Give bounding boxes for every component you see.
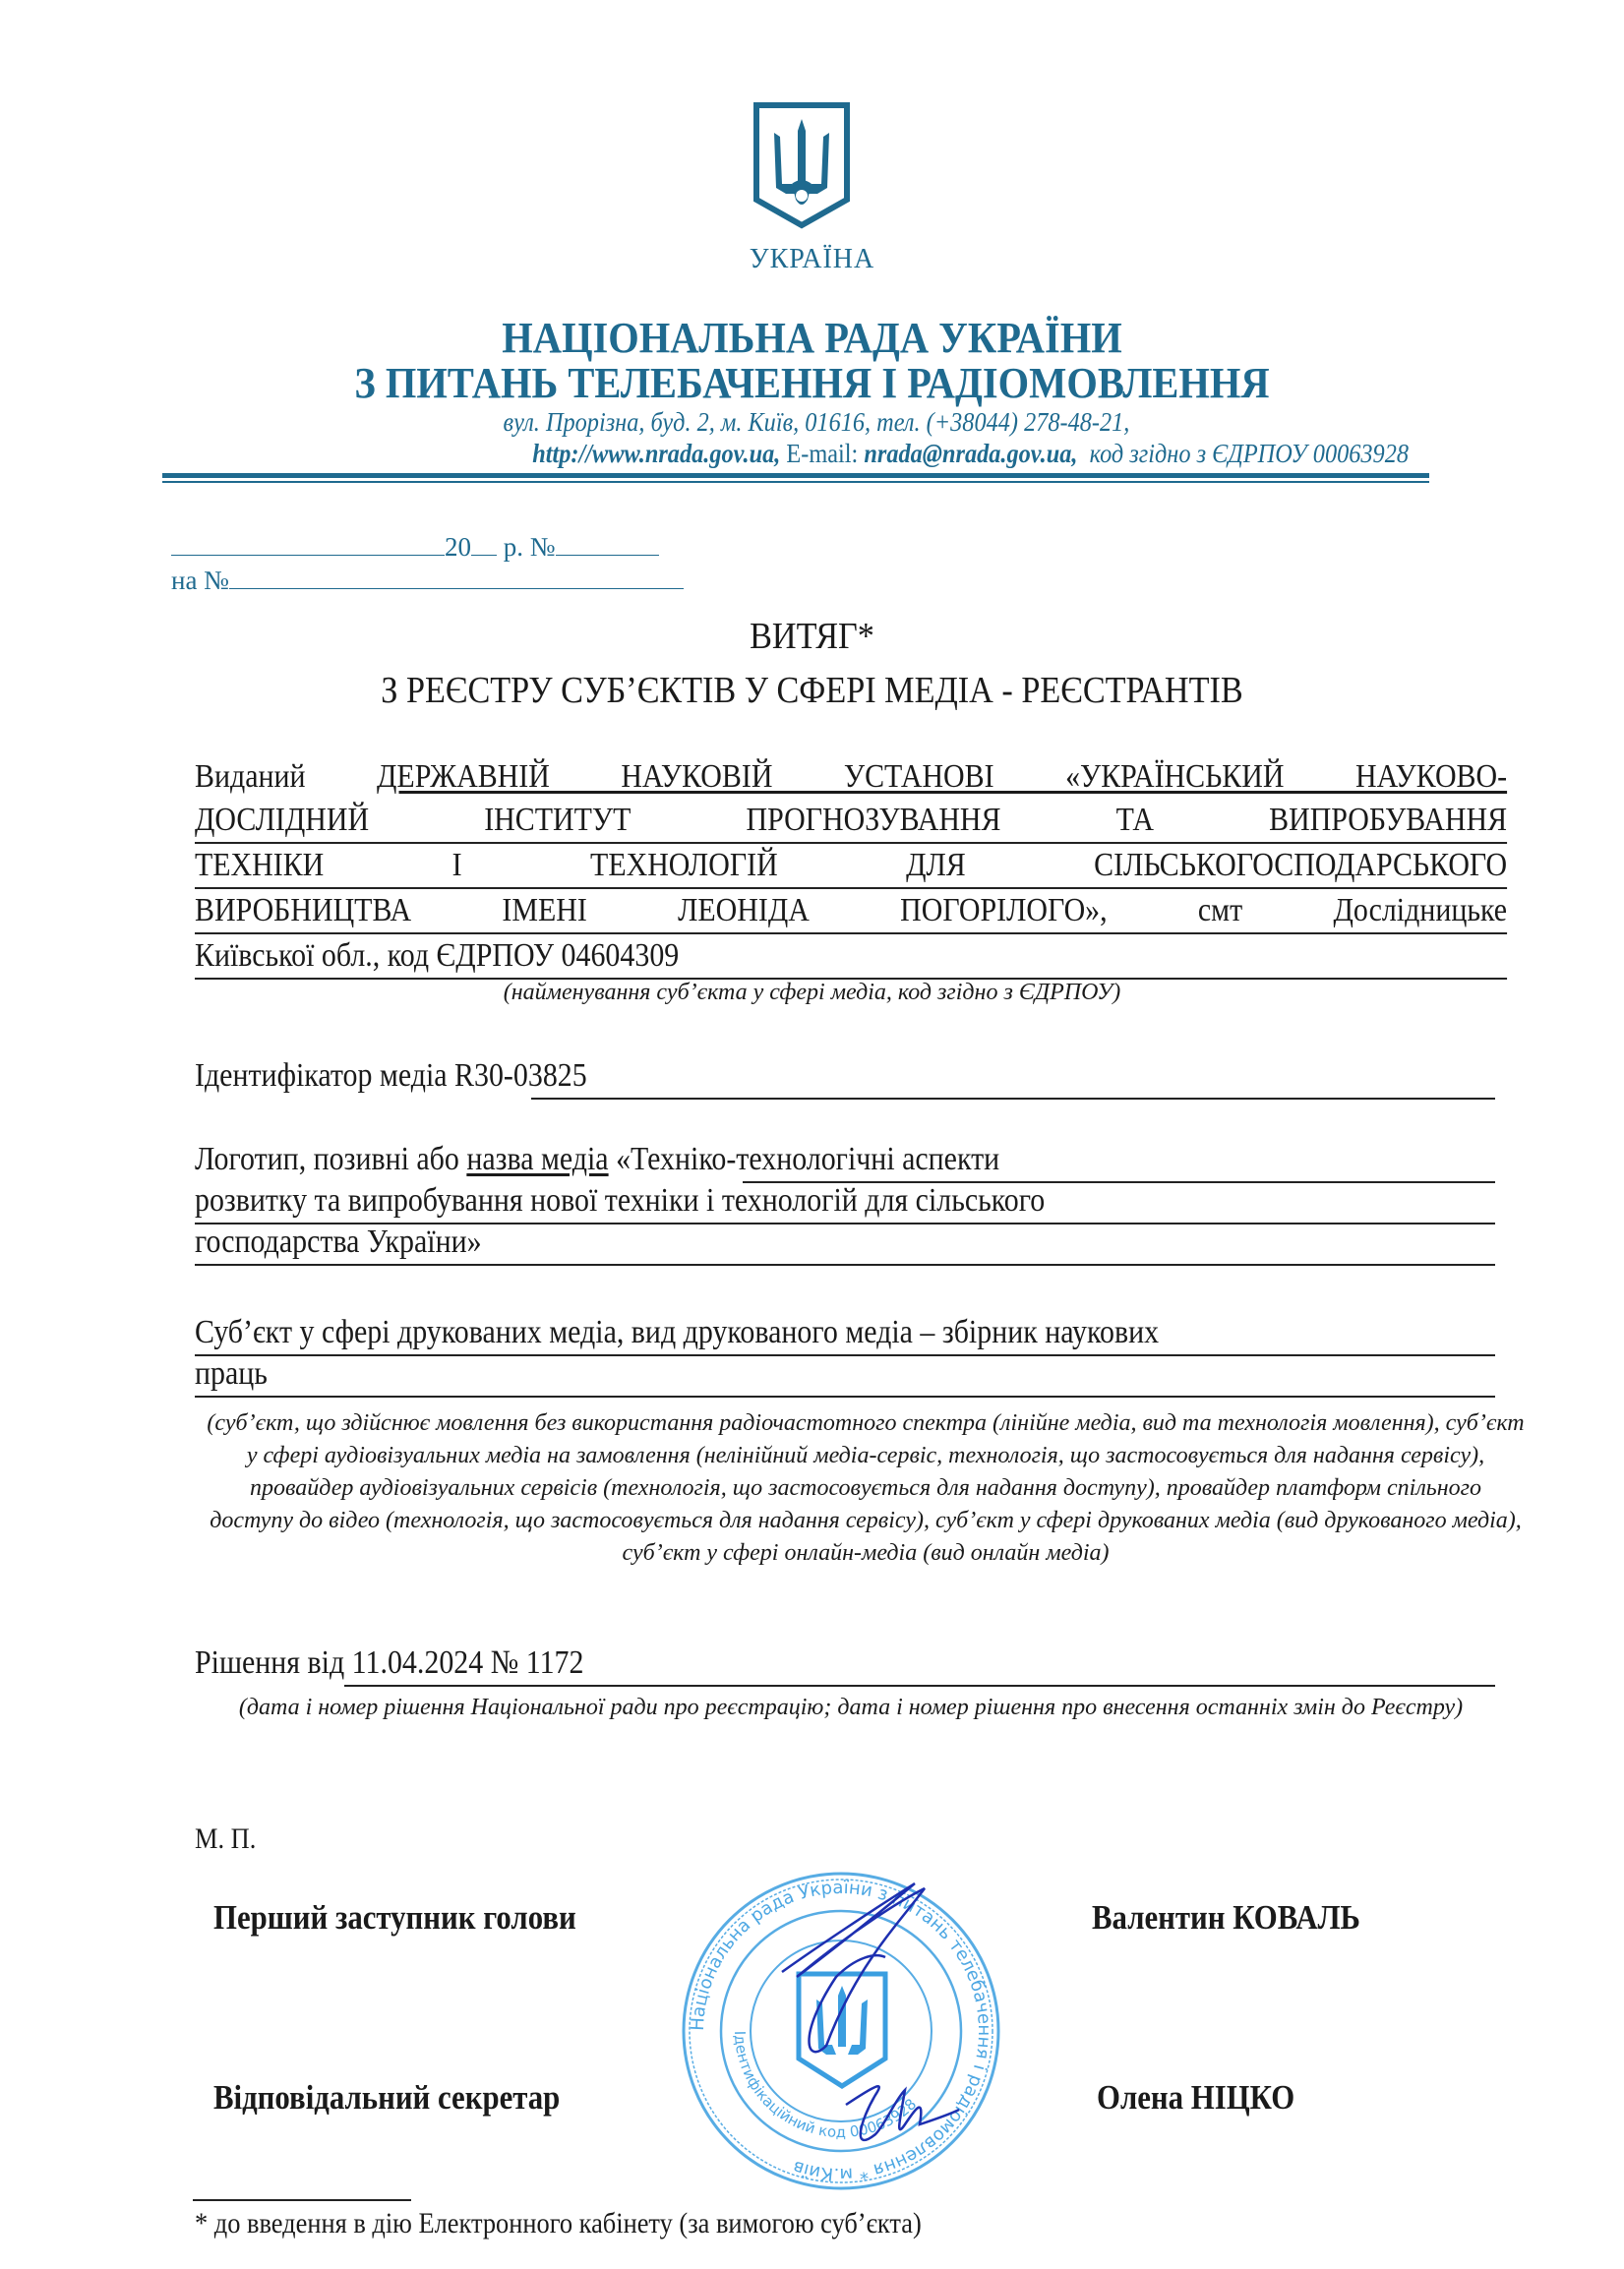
seal-placeholder-label: М. П.	[195, 1822, 257, 1855]
document-subtitle: З РЕЄСТРУ СУБ’ЄКТІВ У СФЕРІ МЕДІА - РЕЄСТРАНТІВ	[381, 670, 1243, 711]
org-address: вул. Прорізна, буд. 2, м. Київ, 01616, тел. (+38044) 278-48-21,	[503, 407, 1130, 437]
media-name-line-1: «Техніко-технологічні аспекти	[616, 1141, 1000, 1177]
issued-label: Виданий	[195, 758, 306, 795]
header-divider-thick	[162, 473, 1429, 478]
email-link[interactable]: nrada@nrada.gov.ua,	[864, 439, 1078, 468]
identifier-row	[195, 1054, 587, 1098]
identifier-value: R30-03825	[454, 1057, 587, 1094]
issued-line-1	[195, 755, 1507, 799]
subject-caption: (суб’єкт, що здійснює мовлення без використання радіочастотного спектра (лінійне медіа, вид та технологія мовлення), суб’єкт у сфері аудіовізуальних медіа на замовлення (нелінійний медіа-сервіс, технологія, що застосовується для надання сервісу), провайдер аудіовізуальних сервісів (технологія, що застосовується для надання доступу), провайдер платформ спільного доступу до відео (технологія, що застосовується для надання сервісу), суб’єкт у сфері друкованих медіа (вид друкованого медіа), суб’єкт у сфері онлайн-медіа (вид онлайн медіа)	[207, 1410, 1525, 1566]
date-blank	[171, 531, 445, 556]
reply-number-blank	[229, 565, 684, 589]
issued-line-4: ВИРОБНИЦТВА ІМЕНІ ЛЕОНІДА ПОГОРІЛОГО», смт Дослідницьке	[195, 889, 1507, 934]
subject-line-2: праць	[195, 1355, 268, 1392]
reply-to-label: на №	[171, 566, 229, 595]
decision-caption: (дата і номер рішення Національної ради про реєстрацію; дата і номер рішення про внесення останніх змін до Реєстру)	[238, 1695, 1464, 1720]
email-label: E-mail:	[786, 439, 859, 468]
year-prefix: 20	[445, 532, 471, 562]
number-blank	[556, 531, 659, 556]
seal-inner-text: Ідентифікаційний код 00063928	[730, 2030, 921, 2142]
org-edrpou: код згідно з ЄДРПОУ 00063928	[1089, 439, 1409, 468]
org-name-line2: З ПИТАНЬ ТЕЛЕБАЧЕННЯ І РАДІОМОВЛЕННЯ	[354, 359, 1270, 407]
issued-line-5: Київської обл., код ЄДРПОУ 04604309	[195, 934, 1507, 980]
media-name-line-3: господарства України»	[195, 1224, 482, 1260]
media-name-row-1	[195, 1138, 999, 1181]
signatory-1-name: Валентин КОВАЛЬ	[1092, 1898, 1360, 1937]
issued-value: ДЕРЖАВНІЙ НАУКОВІЙ УСТАНОВІ «УКРАЇНСЬКИЙ НАУКОВО-	[377, 758, 1508, 795]
official-seal-stamp	[679, 1869, 1003, 2193]
issued-caption: (найменування суб’єкта у сфері медіа, код згідно з ЄДРПОУ)	[503, 980, 1121, 1005]
signatory-1-title: Перший заступник голови	[213, 1898, 576, 1937]
outgoing-reference	[171, 531, 659, 563]
document-title: ВИТЯГ*	[750, 616, 874, 657]
org-name-line1: НАЦІОНАЛЬНА РАДА УКРАЇНИ	[502, 314, 1122, 362]
subject-underline-2	[195, 1352, 1495, 1398]
coat-of-arms-icon	[752, 101, 851, 229]
year-blank	[471, 531, 497, 556]
decision-value: від 11.04.2024 № 1172	[307, 1644, 584, 1681]
website-link[interactable]: http://www.nrada.gov.ua,	[532, 439, 781, 468]
org-contacts	[275, 439, 1426, 469]
seal-outer-text: Національна рада України з питань телебачення і радіомовлення * м.Київ	[687, 1877, 995, 2185]
footnote-divider	[193, 2199, 411, 2201]
media-name-label-underlined: назва медіа	[466, 1141, 609, 1177]
issued-line-2: ДОСЛІДНИЙ ІНСТИТУТ ПРОГНОЗУВАННЯ ТА ВИПРОБУВАННЯ	[195, 799, 1507, 844]
signatory-2-title: Відповідальний секретар	[213, 2078, 561, 2117]
identifier-label: Ідентифікатор медіа	[195, 1057, 448, 1094]
seal-trident-icon	[799, 1974, 885, 2086]
signatory-2-name: Олена НІЦКО	[1097, 2078, 1295, 2117]
footnote: * до введення в дію Електронного кабінету (за вимогою суб’єкта)	[195, 2207, 922, 2239]
media-name-line-2: розвитку та випробування нової техніки і технологій для сільського	[195, 1182, 1046, 1219]
subject-line-1: Суб’єкт у сфері друкованих медіа, вид друкованого медіа – збірник наукових	[195, 1314, 1160, 1350]
decision-row	[195, 1642, 583, 1685]
issued-line-3: ТЕХНІКИ І ТЕХНОЛОГІЙ ДЛЯ СІЛЬСЬКОГОСПОДАРСЬКОГО	[195, 844, 1507, 889]
issued-to-block	[195, 755, 1507, 980]
header-divider-thin	[162, 481, 1429, 483]
country-name: УКРАЇНА	[749, 244, 875, 274]
decision-label: Рішення	[195, 1644, 301, 1681]
year-suffix: р. №	[503, 532, 556, 562]
incoming-reference	[171, 565, 684, 596]
identifier-underline	[531, 1054, 1495, 1100]
media-name-label: Логотип, позивні або	[195, 1141, 459, 1177]
